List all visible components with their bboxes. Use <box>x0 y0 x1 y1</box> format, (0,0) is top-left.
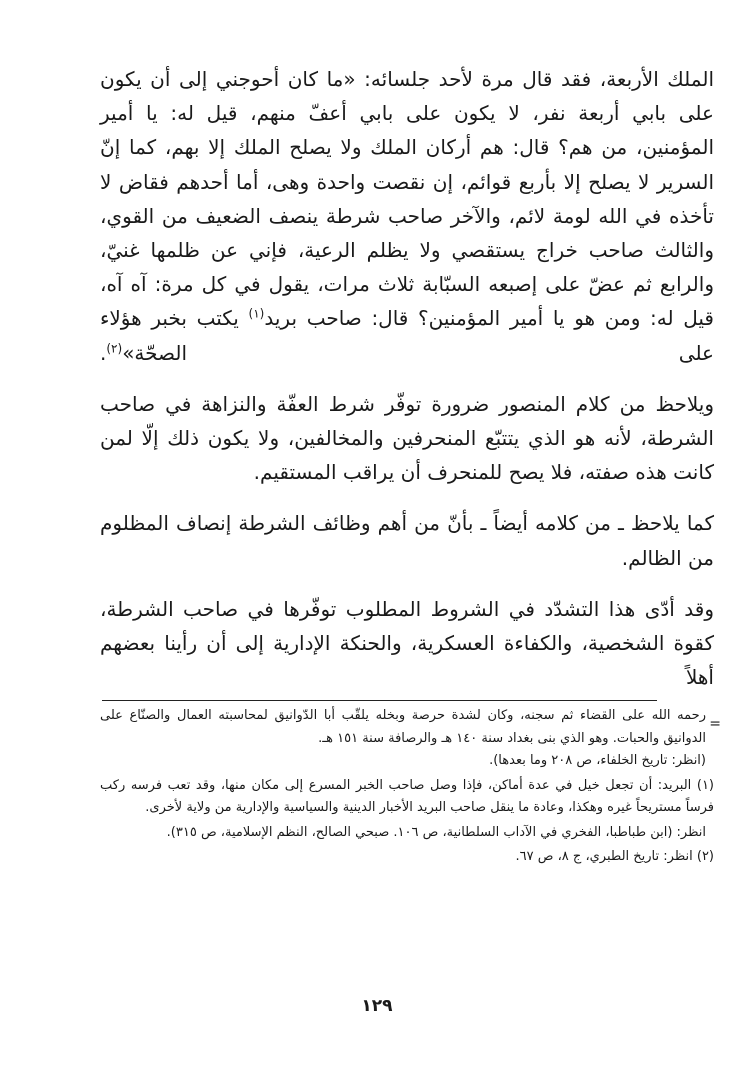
footnote-continuation <box>100 705 721 773</box>
footnote-ref-2: (٢) <box>106 340 123 355</box>
footnote-continuation-text: رحمه الله على القضاء ثم سجنه، وكان لشدة حرصة وبخله يلقّب أبا الدّوانيق لمحاسبته العمال والصنّاع على الدوانيق والحبات. وهو الذي بنى بغداد سنة ١٤٠ هـ والرصافة سنة ١٥١ هـ. <box>100 708 706 746</box>
footnote-ref-1: (١) <box>248 306 265 321</box>
footnote-1-reference: انظر: (ابن طباطبا، الفخري في الآداب السلطانية، ص ١٠٦. صبحي الصالح، النظم الإسلامية، ص ٣١٥). <box>166 824 706 840</box>
body-paragraph-1-end: . <box>100 340 107 365</box>
footnote-1: (١) البريد: أن تجعل خيل في عدة أماكن، فإذا وصل صاحب الخبر المسرع إلى مكان منها، وقد تعب فرسه ركب فرساً مستريحاً غيره وهكذا، وعادة ما ينقل صاحب البريد الأخبار الدينية والسياسية والإدارية من ولاية لأخرى. <box>100 777 714 815</box>
continuation-mark: = <box>709 716 721 732</box>
body-paragraph-1-text: الملك الأربعة، فقد قال مرة لأحد جلسائه: «ما كان أحوجني إلى أن يكون على بابي أربعة نفر، لا يكون على بابي أعفّ منهم، قيل له: يا أمير المؤمنين، من هم؟ قال: هم أركان الملك ولا يصلح الملك إلا بهم، كما إنّ السرير لا يصلح إلا بأربع قوائم، إن نقصت واحدة وهى، أما أحدهم فقاض لا تأخذه في الله لومة لائم، والآخر صاحب شرطة ينصف الضعيف من القوي، والثالث صاحب خراج يستقصي ولا يظلم الرعية، فإني عن ظلمها غنيّ، والرابع ثم عضّ على إصبعه السبّابة ثلاث مرات، يقول في كل مرة: آه آه، قيل له: ومن هو يا أمير المؤمنين؟ قال: صاحب بريد <box>100 67 714 331</box>
footnote-divider <box>102 700 657 701</box>
footnotes <box>100 705 721 871</box>
footnote-2: (٢) انظر: تاريخ الطبري، ج ٨، ص ٦٧. <box>515 849 714 864</box>
main-text <box>100 62 714 694</box>
body-paragraph-1-tail: يكتب بخبر هؤلاء على الصحّة» <box>100 306 714 365</box>
body-paragraph-3: كما يلاحظ ـ من كلامه أيضاً ـ بأنّ من أهم وظائف الشرطة إنصاف المظلوم من الظالم. <box>100 511 714 570</box>
footnote-continuation-reference: (انظر: تاريخ الخلفاء، ص ٢٠٨ وما بعدها). <box>489 753 706 768</box>
page-number: ١٢٩ <box>361 996 393 1016</box>
body-paragraph-1 <box>100 62 714 370</box>
body-paragraph-4: وقد أدّى هذا التشدّد في الشروط المطلوب توفّرها في صاحب الشرطة، كقوة الشخصية، والكفاءة العسكرية، والحنكة الإدارية إلى أن رأينا بعضهم أهلاً <box>100 596 714 690</box>
body-paragraph-2: ويلاحظ من كلام المنصور ضرورة توفّر شرط العفّة والنزاهة في صاحب الشرطة، لأنه هو الذي يتتبّع المنحرفين والمخالفين، ولا يكون ذلك إلّا لمن كانت هذه صفته، فلا يصح للمنحرف أن يراقب المستقيم. <box>100 391 714 485</box>
